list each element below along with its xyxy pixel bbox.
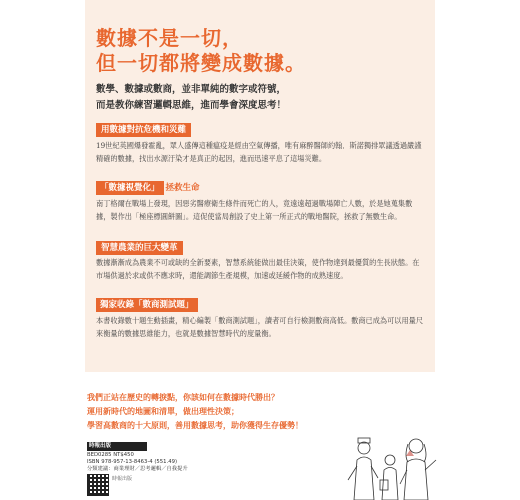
section-tag-quiz [96,298,198,312]
headline-line-2: 但一切都將變成數據。 [96,51,306,75]
qr-note: 時報出版 [112,476,133,482]
blurb-line-3: 學習高數商的十大原則，善用數據思考，助你獲得生存優勢！ [87,421,303,430]
section-text-crisis: 19世紀英國爆發霍亂，眾人盛傳這種瘟疫是經由空氣傳播，唯有麻醉醫師約翰．斯諾獨排眾議透過嚴謹精確的數據，找出水源汙染才是真正的起因，進而迅速平息了這場災難。 [96,141,422,163]
intro-line-1: 數學、數據或數商，並非單純的數字或符號， [96,84,287,95]
section-tag-visualization-highlight: 「數據視覺化」 [96,181,164,195]
headline-line-1: 數據不是一切， [96,26,243,50]
isbn: ISBN 978-957-13-8463-4 (551.49) [87,459,178,465]
intro-line-2: 而是教你練習邏輯思維，進而學會深度思考！ [96,100,287,111]
blurb-line-2: 運用新時代的地圖和清單，做出理性決策； [87,407,239,416]
historical-figures-illustration [340,430,440,500]
section-tag-crisis: 用數據對抗危機和災難 [96,123,191,137]
section-text-agriculture: 數據漸漸成為農業不可或缺的全新要素，智慧系統能做出最佳決策，使作物達到最優質的生長狀態。在市場供過於求或供不應求時，還能調節生產規模，加速或延緩作物的成熟速度。 [96,258,420,280]
category: 分類建議：商業理財／思考邏輯／自我提升 [87,466,188,472]
publisher-label: 時報出版 [89,443,112,449]
section-tag-visualization [96,181,200,195]
section-text-quiz: 本書收錄數十題生動插畫，精心編製「數商測試題」，讀者可自行檢測數商高低。數商已成為可以用量尺來衡量的數據思維能力，也就是數據智慧時代的度量衡。 [96,316,424,338]
section-text-visualization: 南丁格爾在戰場上發現，因惡劣醫療衛生條件而死亡的人，竟遠遠超過戰場陣亡人數，於是她蒐集數據，製作出「極座標圓餅圖」。這促使當局創設了史上第一所正式的戰地醫院，拯救了無數生命。 [96,199,413,221]
qr-code[interactable] [87,474,109,496]
section-tag-agriculture: 智慧農業的巨大變革 [96,241,183,255]
blurb-line-1: 我們正站在歷史的轉捩點，你該如何在數據時代勝出？ [87,393,279,402]
publisher-logo [87,442,147,451]
section-tag-quiz-highlight: 獨家收錄「數商測試題」 [96,298,198,312]
section-tag-visualization-rest: 拯救生命 [165,183,200,193]
code-price: BED0285 NT$450 [87,452,134,458]
